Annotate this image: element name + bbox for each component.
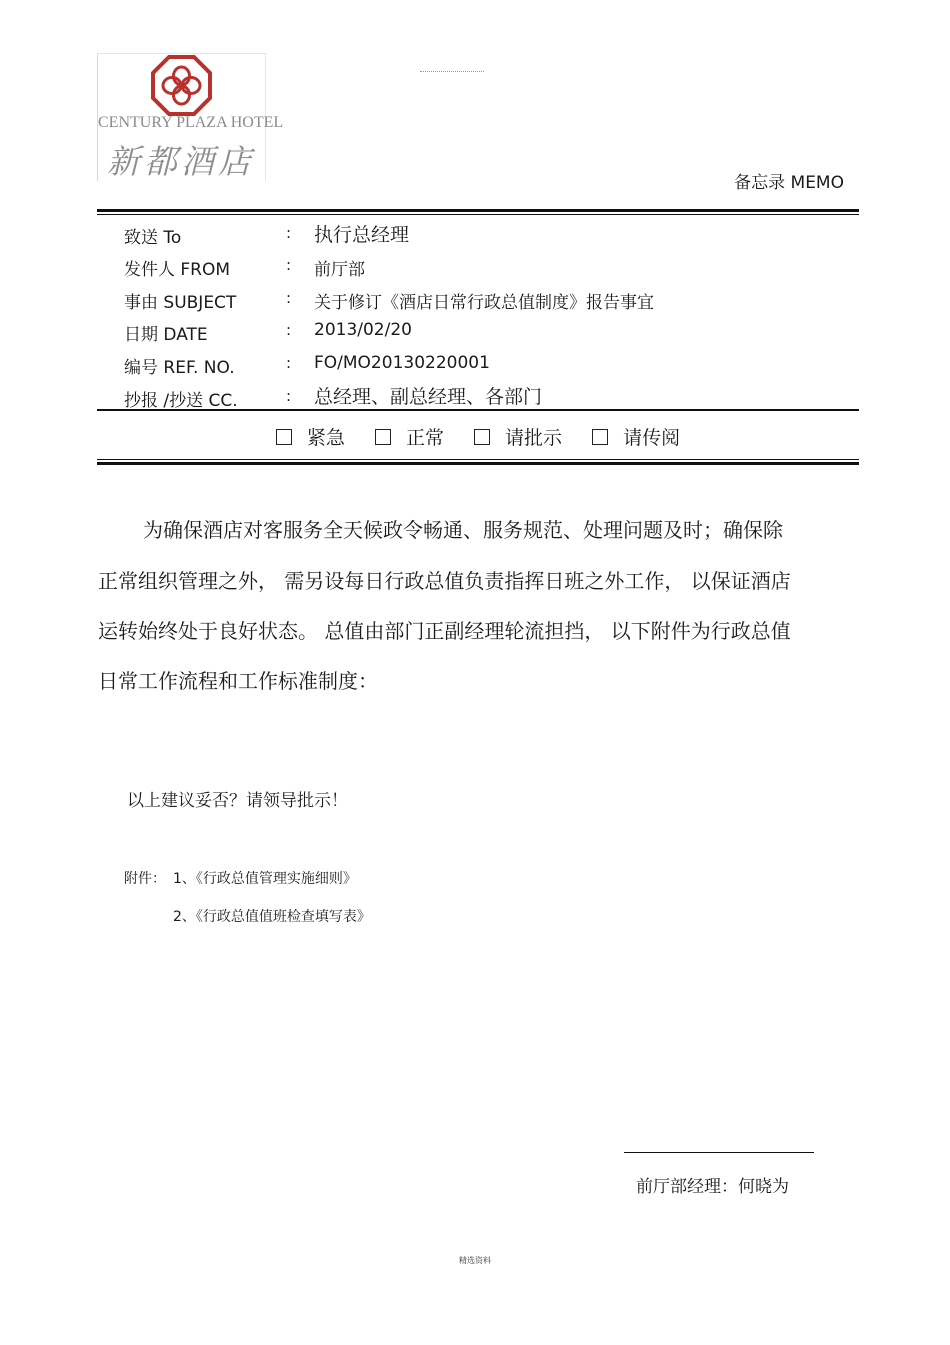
- attachment-item: 2、《行政总值值班检查填写表》: [173, 909, 371, 925]
- checkbox-urgent[interactable]: [276, 423, 345, 450]
- field-label-date: 日期 DATE: [124, 325, 208, 345]
- field-label-ref: 编号 REF. NO.: [124, 358, 235, 378]
- field-colon: :: [286, 256, 292, 274]
- field-label-to: 致送 To: [124, 228, 182, 248]
- checkbox-square-icon: [474, 429, 490, 445]
- field-label-subject: 事由 SUBJECT: [124, 293, 237, 313]
- field-label-from: 发件人 FROM: [124, 260, 231, 280]
- field-value-date: 2013/02/20: [314, 320, 412, 340]
- hotel-emblem-icon: [98, 54, 265, 116]
- checkbox-circulate[interactable]: [592, 423, 680, 450]
- checkbox-label: 请传阅: [623, 427, 681, 449]
- attachments-label: 附件：: [124, 871, 166, 887]
- checkbox-normal[interactable]: [375, 423, 444, 450]
- body-paragraph-line: 正常组织管理之外， 需另设每日行政总值负责指挥日班之外工作， 以保证酒店: [98, 569, 791, 593]
- signature-line: [624, 1152, 814, 1153]
- field-colon: :: [286, 289, 292, 307]
- field-value-from: 前厅部: [314, 260, 365, 280]
- top-dotted-line: [420, 71, 484, 72]
- priority-checkboxes: [97, 423, 859, 450]
- page-footer: 精选资料: [459, 1256, 491, 1265]
- checkbox-square-icon: [592, 429, 608, 445]
- field-colon: :: [286, 354, 292, 372]
- logo-english-name: CENTURY PLAZA HOTEL: [98, 114, 284, 131]
- field-value-subject: 关于修订《酒店日常行政总值制度》报告事宜: [314, 293, 654, 313]
- header-top-rule: [97, 209, 859, 212]
- field-label-cc: 抄报 /抄送 CC.: [124, 391, 238, 411]
- memo-title: 备忘录 MEMO: [734, 173, 844, 193]
- checkbox-label: 紧急: [306, 427, 345, 449]
- header-top-rule-thin: [97, 214, 859, 215]
- header-mid-rule: [97, 409, 859, 411]
- field-colon: :: [286, 321, 292, 339]
- checkbox-square-icon: [276, 429, 292, 445]
- attachment-item: 1、《行政总值管理实施细则》: [173, 871, 357, 887]
- body-paragraph-line: 运转始终处于良好状态。 总值由部门正副经理轮流担挡， 以下附件为行政总值: [98, 619, 791, 643]
- approval-request: 以上建议妥否？请领导批示！: [127, 791, 348, 811]
- header-bottom-rule: [97, 462, 859, 465]
- signature: 前厅部经理：何晓为: [636, 1177, 789, 1197]
- checkbox-label: 请批示: [505, 427, 563, 449]
- field-value-cc: 总经理、副总经理、各部门: [314, 386, 543, 408]
- field-value-to: 执行总经理: [314, 224, 410, 246]
- checkbox-square-icon: [375, 429, 391, 445]
- header-bottom-rule-thin: [97, 459, 859, 460]
- checkbox-label: 正常: [405, 427, 444, 449]
- field-value-ref: FO/MO20130220001: [314, 353, 490, 373]
- body-paragraph-line: 为确保酒店对客服务全天候政令畅通、服务规范、处理问题及时；确保除: [143, 518, 783, 542]
- body-paragraph-line: 日常工作流程和工作标准制度：: [98, 669, 378, 693]
- field-colon: :: [286, 387, 292, 405]
- field-colon: :: [286, 224, 292, 242]
- checkbox-approval[interactable]: [474, 423, 562, 450]
- logo-chinese-name: 新都酒店: [107, 142, 255, 181]
